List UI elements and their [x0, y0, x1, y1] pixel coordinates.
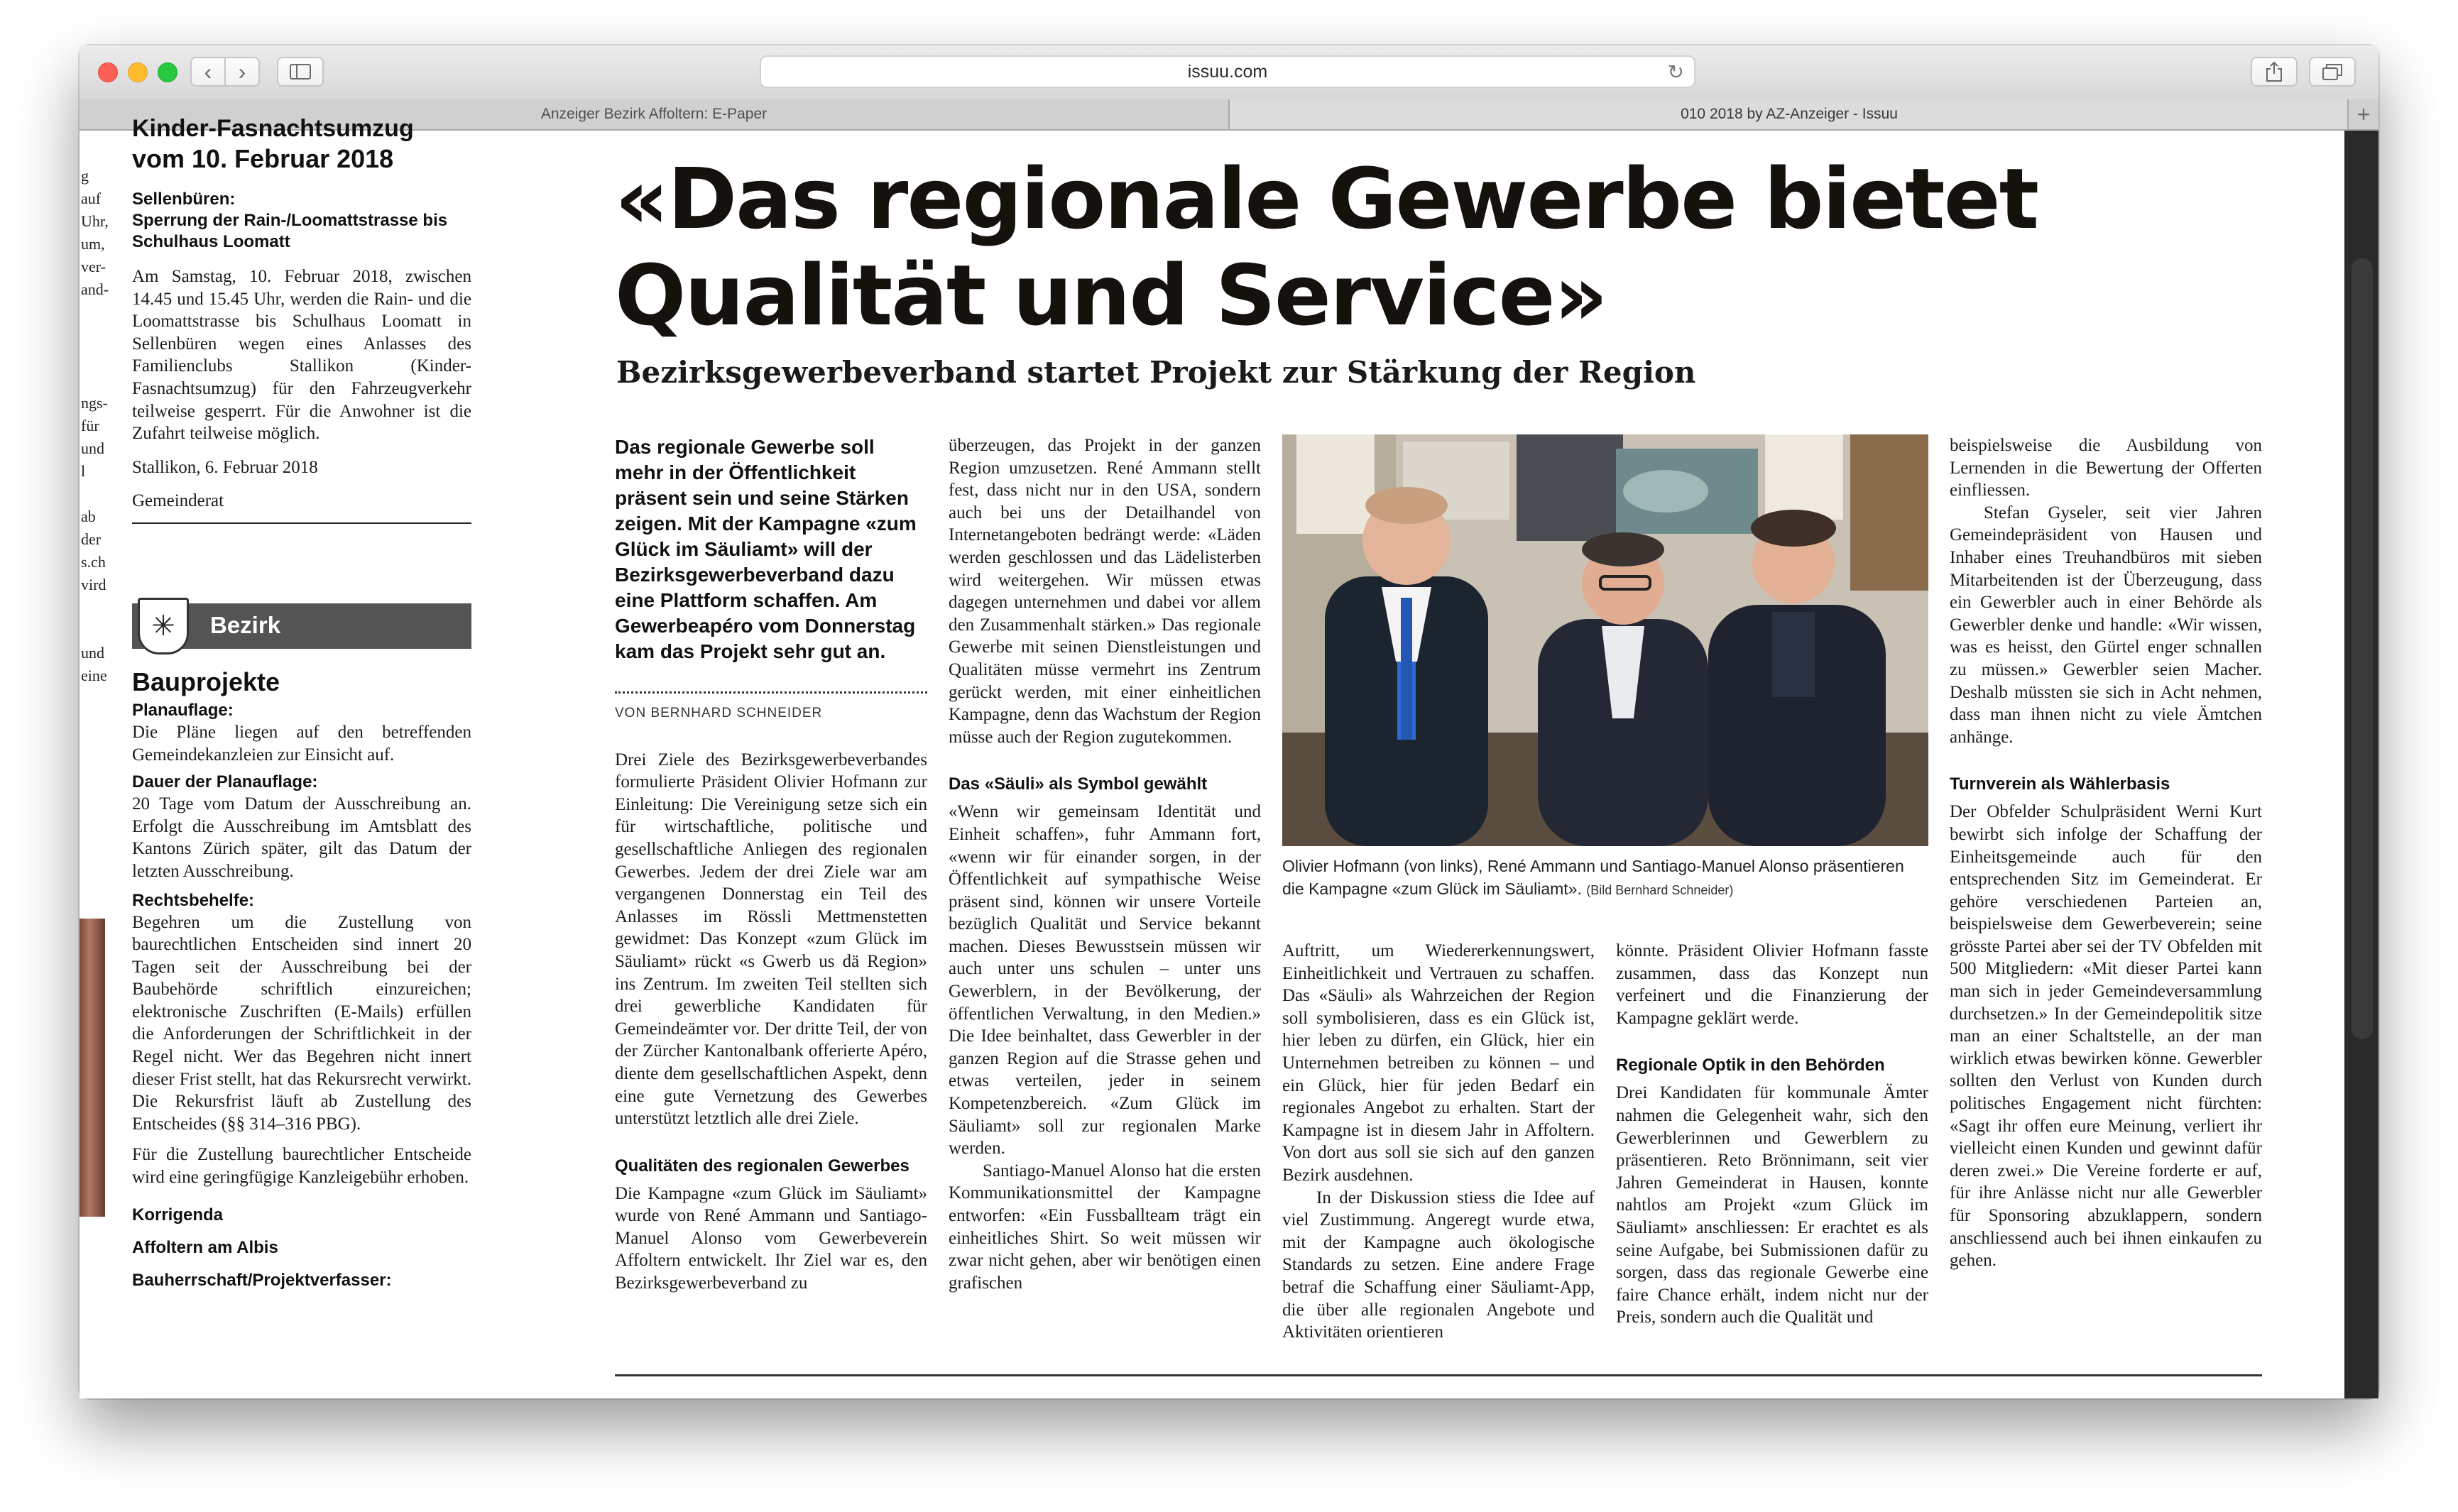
subheading: Turnverein als Wählerbasis: [1950, 774, 2170, 794]
share-button[interactable]: [2251, 57, 2298, 87]
bauherrschaft-label: Bauherrschaft/Projektverfasser:: [132, 1270, 392, 1290]
paragraph: Santiago-Manuel Alonso hat die ersten Kommunikationsmittel der Kampagne entworfen: «Ein Fussballteam trägt ein einheitliches Shirt. So weit müssen wir zwar nicht gehen, aber wir benötigen einen grafischen: [949, 1161, 1261, 1293]
subheading: Qualitäten des regionalen Gewerbes: [615, 1156, 910, 1176]
dotted-divider: [615, 691, 927, 694]
planauflage-text: Die Pläne liegen auf den betreffenden Gemeindekanzleien zur Einsicht auf.: [132, 722, 471, 765]
fragment-line: s.ch: [81, 553, 106, 571]
fragment-line: auf: [81, 190, 102, 207]
fragment-line: l: [81, 462, 86, 480]
article-photo: [1282, 434, 1928, 846]
notice-headline: vom 10. Februar 2018: [132, 144, 394, 173]
article-byline: VON BERNHARD SCHNEIDER: [615, 706, 823, 721]
paragraph: In der Diskussion stiess die Idee auf viel Zustimmung. Angeregt wurde etwa, mit der Kampagne auch ökologische Standards zu setzen. Eine andere Frage betraf die Schaffung einer Säuliamt-App, die über alle regionalen Angebote und Aktivitäten orientieren: [1282, 1188, 1595, 1342]
notice-body: Am Samstag, 10. Februar 2018, zwischen 14.45 und 15.45 Uhr, werden die Rain- und die Loomattstrasse bis Schulhaus Loomatt in Sellenbüren wegen eines Anlasses des Familienclubs Stallikon (Kinder-Fasnachtsumzug) für den Fahrzeugverkehr teilweise gesperrt. Für die Anwohner ist die Zufahrt teilweise möglich.: [132, 267, 471, 444]
dauer-text: 20 Tage vom Datum der Ausschreibung an. Erfolgt die Ausschreibung im Amtsblatt des Kantons Zürich später, gilt das Datum der letzten Ausschreibung.: [132, 794, 471, 881]
paragraph: Drei Ziele des Bezirksgewerbeverbandes formulierte Präsident Olivier Hofmann zur Einleitung: Die Vereinigung setze sich ein für wirtschaftliche, politische und gesellschaftliche Anliegen des regionalen Gewerbes. Jedem der drei Ziele war am vergangenen Donnerstag ein Teil des Anlasses im Rössli Mettmenstetten gewidmet: Das Konzept «zum Glück im Säuliamt» rückt «s Gwerb us dä Region» ins Zentrum. Im zweiten Teil stellten sich drei gewerbliche Kandidaten für Gemeindeämter vor. Der dritte Teil, der von der Zürcher Kantonalbank offerierte Apéro, diente dem gesellschaftlichen Aspekt, denn eine gute Vernetzung des Gewerbes unterstützt letztlich alle drei Ziele.: [615, 750, 927, 1129]
gebuehr-text: Für die Zustellung baurechtlicher Entscheide wird eine geringfügige Kanzleigebühr erhoben.: [132, 1145, 471, 1188]
fragment-line: um,: [81, 235, 105, 253]
fragment-line: für: [81, 417, 99, 434]
article-subheadline: Bezirksgewerbeverband startet Projekt zur Stärkung der Region: [616, 355, 1696, 390]
fragment-line: [81, 596, 124, 619]
caption-text: Olivier Hofmann (von links), René Ammann und Santiago-Manuel Alonso präsentieren die Kampagne «zum Glück im Säuliamt».: [1282, 857, 1904, 898]
article-column-5: [1950, 434, 2262, 1272]
show-tabs-button[interactable]: [2309, 57, 2356, 87]
minimize-window-button[interactable]: [128, 62, 148, 82]
back-button[interactable]: [190, 57, 226, 87]
zoom-window-button[interactable]: [158, 62, 177, 82]
chevron-left-icon: ‹: [204, 58, 212, 84]
tabs-icon: [2322, 63, 2342, 80]
photo-credit: (Bild Bernhard Schneider): [1586, 883, 1734, 897]
fragment-line: [81, 301, 124, 324]
fragment-text: [81, 165, 124, 687]
tab-issuu[interactable]: [1230, 99, 2349, 129]
left-column: [132, 115, 471, 1291]
paragraph: Der Obfelder Schulpräsident Werni Kurt bewirbt sich infolge der Schaffung der Einheitsgemeinde auch für den entsprechenden Sitz im Gemeinderat. Er gehöre verschiedenen Parteien an, beispielsweise dem Gewerbeverein; seine grösste Partei aber sei der TV Obfelden mit 500 Mitgliedern: «Mit dieser Partei kann man sich in jeder Gemeindeversammlung durchsetzen.» In der Gemeindepolitik sitze man an einer Schaltstelle, an der man wirklich etwas bewirken könne. Gewerbler sollten den Verlust von Kunden durch politisches Engagement nicht fürchten: «Sagt ihr offen eure Meinung, verliert ihr vielleicht einen Kunden und gewinnt dafür deren zwei.» Die Vereine forderte er auf, für ihre Anlässe nicht nur alle Gewerbler für Sponsoring abzuklappern, sondern anschliessend auch bei ihnen einkaufen zu gehen.: [1950, 802, 2262, 1271]
notice-closure: Sperrung der Rain-/Loomattstrasse bis Schulhaus Loomatt: [132, 211, 448, 251]
article-column-3: [1282, 940, 1595, 1344]
notice-place: Sellenbüren:: [132, 190, 236, 209]
url-text: issuu.com: [1187, 61, 1268, 82]
photo-illustration: [1282, 434, 1928, 846]
article-column-4: [1616, 940, 1928, 1329]
address-bar[interactable]: [760, 55, 1695, 88]
article-column-1: [615, 434, 927, 1295]
fragment-line: [81, 483, 124, 505]
subheading: Das «Säuli» als Symbol gewählt: [949, 774, 1208, 794]
chevron-right-icon: ›: [238, 58, 246, 84]
paragraph: überzeugen, das Projekt in der ganzen Region umzusetzen. René Ammann stellt fest, dass nicht nur in den USA, sondern auch bei uns der Detailhandel von Internetangeboten bedrängt werde: «Läden werden geschlossen und das Lädelisterben wird weitergehen. Wir müssen etwas dagegen unternehmen und dabei vor allem den Zusammenhalt stärken.» Das regionale Gewerbe mit seinen Dienstleistungen und Qualitäten müsse vermehrt ins Zentrum gerückt werden, mit einer einheitlichen Kampagne, denn das Wachstum der Region müsse auch der Region zugutekommen.: [949, 436, 1261, 747]
dauer-label: Dauer der Planauflage:: [132, 772, 318, 792]
browser-window: [80, 45, 2378, 1398]
close-window-button[interactable]: [98, 62, 118, 82]
fragment-line: und: [81, 439, 104, 457]
tab-label: Anzeiger Bezirk Affoltern: E-Paper: [540, 106, 768, 122]
subheading: Regionale Optik in den Behörden: [1616, 1056, 1885, 1075]
forward-button[interactable]: [224, 57, 260, 87]
fragment-line: ver-: [81, 258, 106, 275]
planauflage-label: Planauflage:: [132, 700, 234, 720]
sidebar-icon: [290, 64, 311, 80]
korrigenda-label: Korrigenda: [132, 1205, 224, 1225]
previous-page-fragment: [80, 131, 115, 1217]
paragraph: beispielsweise die Ausbildung von Lernenden in die Bewertung der Offerten einfliessen.: [1950, 436, 2262, 500]
fragment-line: vird: [81, 576, 106, 593]
notice-date: Stallikon, 6. Februar 2018: [132, 457, 318, 477]
photo-caption: [1282, 855, 1928, 902]
paragraph: «Wenn wir gemeinsam Identität und Einheit schaffen», fuhr Ammann fort, «wenn wir für einander sorgen, in der Öffentlichkeit auf sympathische Weise präsent sind, können wir unsere Vorteile bezüglich Qualität und Service bekannt machen. Dieses Bewusstsein müssen wir auch unter uns schulen – unter uns Gewerblern, in der Bevölkerung, der öffentlichen Verwaltung, in den Medien.» Die Idee beinhaltet, dass Gewerbler in der ganzen Region auf die Strasse gehen und etwas verteilen, jeder in seinem Kompetenzbereich. «Zum Glück im Säuliamt» soll zur regionalen Marke werden.: [949, 802, 1261, 1158]
affoltern-label: Affoltern am Albis: [132, 1237, 278, 1257]
divider: [132, 522, 471, 524]
paragraph: Stefan Gyseler, seit vier Jahren Gemeindepräsident von Hausen und Inhaber eines Treuhandbüros mit sieben Mitarbeitenden ist der Überzeugung, dass ein Gewerbler auch in einer Behörde als Gewerbler denke und handle: «Wir wissen, was es heisst, den Gürtel enger schnallen zu müssen.» Gewerbler seien Macher. Deshalb müssten sie sich in Acht nehmen, dass man ihnen nicht zu viele Ämtchen anhänge.: [1950, 503, 2262, 747]
bauprojekte-title: Bauprojekte: [132, 667, 280, 696]
reload-icon[interactable]: ↻: [1667, 61, 1684, 83]
fragment-line: Uhr,: [81, 212, 109, 230]
article-headline: «Das regionale Gewerbe bietet Qualität und Service»: [615, 150, 2038, 344]
tab-bar: [80, 99, 2378, 131]
paragraph: Auftritt, um Wiedererkennungswert, Einheitlichkeit und Vertrauen zu schaffen. Das «Säuli» als Wahrzeichen der Region soll symbolisieren, dass es ein Glück ist, hier leben zu dürfen, ein Glück, hier ein Unternehmen betreiben zu können – und ein Glück, hier für jeden Bedarf ein regionales Angebot zu erhalten. Start der Kampagne ist in diesem Jahr in Affoltern. Von dort aus soll sie sich auf den ganzen Bezirk ausdehnen.: [1282, 941, 1595, 1185]
paragraph: Drei Kandidaten für kommunale Ämter nahmen die Gelegenheit wahr, sich den Gewerblerinnen und Gewerblern zu präsentieren. Reto Brönnimann, seit vier Jahren Gemeinderat in Hausen, konnte nahtlos am Projekt «zum Glück im Säuliamt» anschliessen: Er erachtet es als seine Aufgabe, bei Submissionen dafür zu sorgen, dass das regionale Gewerbe eine faire Chance erhält, indem nicht nur der Preis, sondern auch die Qualität und: [1616, 1083, 1928, 1327]
article-column-2: [949, 434, 1261, 1294]
bottom-rule: [615, 1374, 2262, 1376]
notice-signature: Gemeinderat: [132, 491, 224, 511]
fragment-line: ab: [81, 508, 96, 525]
sidebar-toggle-button[interactable]: [277, 57, 324, 87]
paragraph: könnte. Präsident Olivier Hofmann fasste zusammen, dass das Konzept nun verfeinert und die Finanzierung der Kampagne geklärt werde.: [1616, 941, 1928, 1028]
rechtsbehelfe-text: Begehren um die Zustellung von baurechtlichen Entscheiden sind innert 20 Tagen seit der Ausschreibung bei der Baubehörde schriftlich einzureichen; elektronische Zuschriften (E-Mails) erfüllen die Anforderungen der Schriftlichkeit in der Regel nicht. Wer das Begehren nicht innert dieser Frist stellt, hat das Rekursrecht verwirkt. Die Rekursfrist läuft ab Zustellung des Entscheides (§§ 314–316 PBG).: [132, 912, 471, 1134]
cut-headline: Kinder-Fasnachtsumzug: [132, 115, 414, 142]
section-label: Bezirk: [210, 611, 281, 638]
share-icon: [2265, 61, 2283, 82]
fragment-line: eine: [81, 667, 107, 684]
rechtsbehelfe-label: Rechtsbehelfe:: [132, 890, 255, 910]
page-content: [80, 115, 2344, 1398]
fragment-line: [81, 324, 124, 346]
fragment-line: ngs-: [81, 394, 108, 412]
tab-label: 010 2018 by AZ-Anzeiger - Issuu: [1681, 106, 1898, 122]
article-lead: Das regionale Gewerbe soll mehr in der Öffentlichkeit präsent sein und seine Stärken zeigen. Mit der Kampagne «zum Glück im Säuliamt» will der Bezirksgewerbeverband dazu eine Plattform schaffen. Am Gewerbeapéro vom Donnerstag kam das Projekt sehr gut an.: [615, 436, 917, 662]
fragment-photo: [80, 919, 105, 1217]
plus-icon: +: [2356, 101, 2371, 127]
fragment-line: der: [81, 530, 102, 548]
fragment-line: [81, 369, 124, 392]
fragment-line: und: [81, 644, 104, 662]
scrollbar-track[interactable]: [2344, 131, 2378, 1398]
section-bar-bezirk: [132, 603, 471, 649]
fragment-line: [81, 619, 124, 642]
fragment-line: g: [81, 167, 89, 185]
fragment-line: [81, 346, 124, 369]
scrollbar-thumb[interactable]: [2352, 258, 2373, 1039]
paragraph: Die Kampagne «zum Glück im Säuliamt» wurde von René Ammann und Santiago-Manuel Alonso vom Gewerbeverein Affoltern entwickelt. Ihr Ziel war es, den Bezirksgewerbeverband zu: [615, 1183, 927, 1293]
browser-toolbar: [80, 45, 2378, 101]
coat-of-arms-icon: ✳: [138, 598, 189, 654]
fragment-line: and-: [81, 280, 109, 298]
new-tab-button[interactable]: [2347, 99, 2378, 129]
